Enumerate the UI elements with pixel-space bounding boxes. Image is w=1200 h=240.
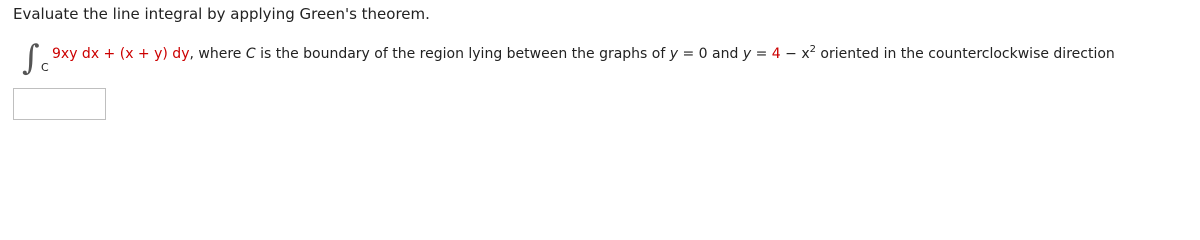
highlight-value: 4: [771, 46, 781, 62]
problem-expression: [52, 45, 1115, 63]
y-variable-1: y: [669, 46, 679, 62]
question-prompt: Evaluate the line integral by applying Green's theorem.: [13, 5, 430, 23]
exponent: 2: [809, 44, 816, 55]
text-oriented: oriented in the counterclockwise direction: [815, 46, 1115, 62]
answer-input[interactable]: [13, 88, 106, 120]
equation-2: =: [751, 46, 772, 62]
minus-x: − x: [780, 46, 810, 62]
equation-1: = 0 and: [678, 46, 743, 62]
integral-subscript: C: [41, 61, 49, 74]
text-where: , where: [189, 46, 246, 62]
integrand: 9xy dx + (x + y) dy: [52, 46, 190, 62]
integral-symbol: ∫: [22, 38, 40, 78]
y-variable-2: y: [742, 46, 752, 62]
curve-variable: C: [245, 46, 256, 62]
text-boundary: is the boundary of the region lying between the graphs of: [255, 46, 670, 62]
